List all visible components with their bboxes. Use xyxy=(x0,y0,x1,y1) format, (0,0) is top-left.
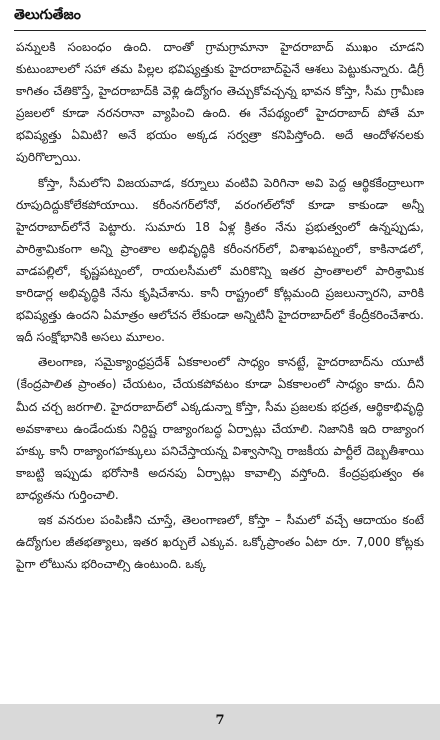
paragraph-4: ఇక వనరుల పంపిణీని చూస్తే, తెలంగాణలో, కోస్తా – సీమలో వచ్చే ఆదాయం కంటే ఉద్యోగుల జీతభత్యాలు, ఇతర ఖర్చులే ఎక్కువ. ఒక్కోప్రాంతం ఏటా రూ. 7,000 కోట్లకు పైగా లోటును భరించాల్సి ఉంటుంది. ఒక్క xyxy=(16,512,424,572)
page-number: 7 xyxy=(215,713,225,728)
running-title: తెలుగుతేజం xyxy=(14,7,81,23)
article-body xyxy=(16,36,424,690)
paragraph-2: కోస్తా, సీమలోని విజయవాడ, కర్నూలు వంటివి పెరిగినా అవి పెద్ద ఆర్థికకేంద్రాలుగా రూపుదిద్దుకోలేకపోయాయి. కరీంనగర్‌లోనో, వరంగల్‌లోనో కూడా కాకుండా అన్నీ హైదరాబాద్‌లోనే పెట్టారు. సుమారు 18 ఏళ్ల క్రితం నేను ప్రభుత్వంలో ఉన్నప్పుడు, పారిశ్రామికంగా అన్ని ప్రాంతాల అభివృద్ధికి కరీంనగర్‌లో, విశాఖపట్నంలో, కాకినాడలో, వాడపల్లిలో, కృష్ణపట్నంలో, రాయలసీమలో మరికొన్ని ఇతర ప్రాంతాలలో పారిశ్రామిక కారిడార్ల అభివృద్ధికి నేను కృషిచేశాను. కానీ రాష్ట్రంలో కోట్లమంది ప్రజలున్నారని, వారికి భవిష్యత్తు ఉందని ఏమాత్రం ఆలోచన లేకుండా అన్నిటినీ హైదరాబాద్‌లో కేంద్రీకరించేశారు. ఇదీ సంక్షోభానికి అసలు మూలం. xyxy=(16,175,424,345)
page-header xyxy=(14,4,426,31)
paragraph-1: పన్నులకి సంబంధం ఉంది. దాంతో గ్రామగ్రామానా హైదరాబాద్ ముఖం చూడని కుటుంబాలలో సహా తమ పిల్లల భవిష్యత్తుకు హైదరాబాద్‌పైనే ఆశలు పెట్టుకున్నారు. డిగ్రీ కాగితం చేతికొస్తే, హైదరాబాద్‌కి వెళ్లి ఉద్యోగం తెచ్చుకోవచ్చన్న భావన కోస్తా, సీమ గ్రామీణ ప్రజలలో కూడా నరనరానా వ్యాపించి ఉంది. ఈ నేపథ్యంలో హైదరాబాద్ పోతే మా భవిష్యత్తు ఏమిటి? అనే భయం అక్కడ సర్వత్రా కనిపిస్తోంది. అదే ఆందోళనలకు పురిగొల్పాయి. xyxy=(16,40,424,165)
page-footer xyxy=(0,704,440,740)
paragraph-3: తెలంగాణ, సమైక్యాంధ్రప్రదేశ్ ఏకకాలంలో సాధ్యం కానట్టే, హైదరాబాద్‌ను యూటీ (కేంద్రపాలిత ప్రాంతం) చేయటం, చేయకపోవటం కూడా ఏకకాలంలో సాధ్యం కాదు. దీని మీద చర్చ జరగాలి. హైదరాబాద్‌లో ఎక్కడున్నా కోస్తా, సీమ ప్రజలకు భద్రత, ఆర్థికాభివృద్ధి అవకాశాలు ఉండేందుకు నిర్దిష్ట రాజ్యాంగబద్ధ ఏర్పాట్లు చేయాలి. నిజానికి ఇది రాజ్యాంగ హక్కు కానీ రాజ్యాంగహక్కులు పనిచేస్తాయన్న విశ్వాసాన్ని రాజకీయ పార్టీలే దెబ్బతీశాయి కాబట్టి ఇప్పుడు భరోసాకి అదనపు ఏర్పాట్లు కావాల్సి వస్తోంది. కేంద్రప్రభుత్వం ఈ బాధ్యతను గుర్తించాలి. xyxy=(16,355,424,502)
